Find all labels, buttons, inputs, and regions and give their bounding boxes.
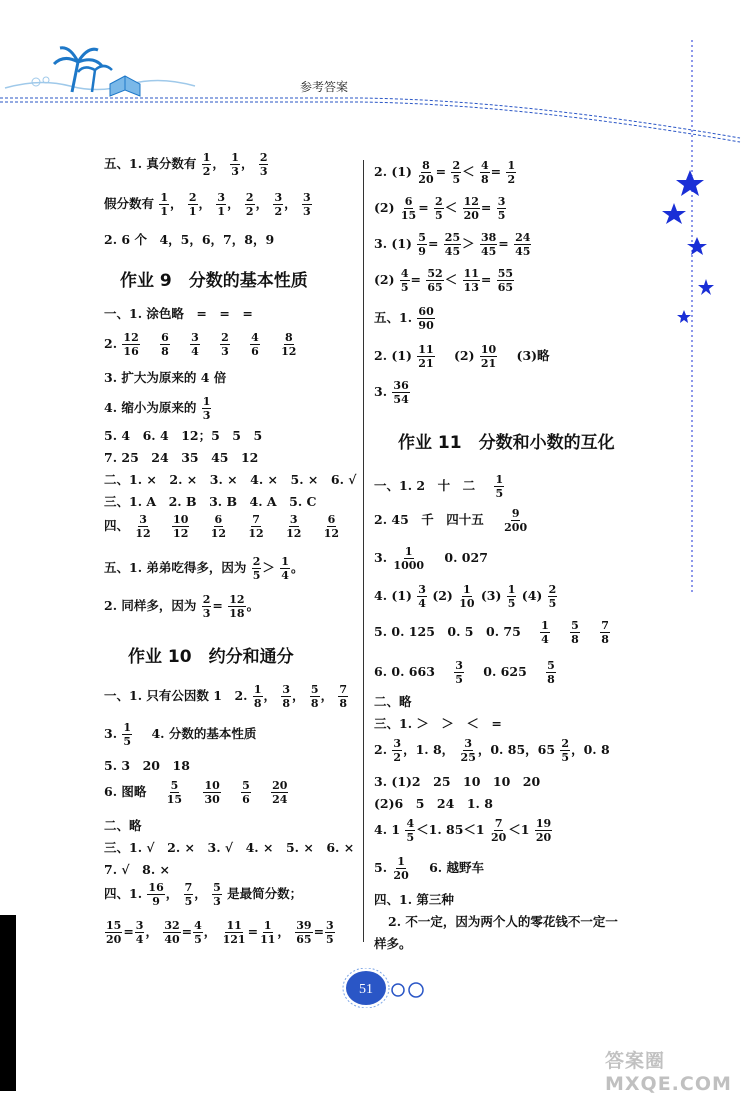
answer-line: 一、1. 涂色略 = = = xyxy=(104,306,253,321)
answer-line: 2. 同样多，因为 $\frac{2}{3}$ = $\frac{12}{18}$ 。 xyxy=(104,593,260,620)
star-icon xyxy=(662,203,686,224)
star-icon xyxy=(676,170,704,196)
answer-line: 二、1. × 2. × 3. × 4. × 5. × 6. √ xyxy=(104,472,357,487)
answer-line: 4. 缩小为原来的 $\frac{1}{3}$ xyxy=(104,395,211,422)
watermark: 答案圈 MXQE.COM xyxy=(605,1050,732,1095)
section-title: 作业 10 约分和通分 xyxy=(128,647,294,667)
answer-line: 一、1. 2 十 二 $\frac{1}{5}$ xyxy=(374,473,504,500)
answer-line: 样多。 xyxy=(374,936,412,951)
answer-line: 四、 $\frac{3}{12}$ $\frac{10}{12}$ $\frac{6}{12}$ $\frac{7}{12}$ $\frac{3}{12}$ $\frac{6}{12}$ xyxy=(104,513,340,540)
answer-line: (2) $\frac{4}{5}$ = $\frac{52}{65}$ ＜ $\frac{11}{13}$ = $\frac{55}{65}$ xyxy=(374,267,514,294)
answer-line: 三、1. ＞ ＞ ＜ = xyxy=(374,716,502,731)
star-icon xyxy=(687,237,707,255)
answer-line: 假分数有 $\frac{1}{1}$ ， $\frac{2}{1}$ ， $\frac{3}{1}$ ， $\frac{2}{2}$ ， $\frac{3}{2}$ ， $\frac{3}{3}$ xyxy=(104,191,311,218)
answer-line: 3. $\frac{1}{5}$ 4. 分数的基本性质 xyxy=(104,721,257,748)
star-icon xyxy=(698,279,714,295)
answer-line: 二、略 xyxy=(374,694,412,709)
answer-line: 7. √ 8. × xyxy=(104,862,170,877)
answer-line: 2. 6 个 4，5，6，7，8，9 xyxy=(104,232,275,247)
answer-line: 4. 1 $\frac{4}{5}$ ＜1. 85＜1 $\frac{7}{20}$ ＜1 $\frac{19}{20}$ xyxy=(374,817,552,844)
answer-line: 2. 45 千 四十五 $\frac{9}{200}$ xyxy=(374,507,528,534)
column-divider xyxy=(363,160,364,942)
answer-line: 一、1. 只有公因数 1 2. $\frac{1}{8}$ ， $\frac{3}{8}$ ， $\frac{5}{8}$ ， $\frac{7}{8}$ xyxy=(104,683,348,710)
answer-line: 5. 4 6. 4 12；5 5 5 xyxy=(104,428,263,443)
section-title: 作业 11 分数和小数的互化 xyxy=(398,433,615,453)
answer-line: 5. 3 20 18 xyxy=(104,758,190,773)
scan-edge-bar xyxy=(0,915,16,1091)
answer-line: 5. $\frac{1}{20}$ 6. 越野车 xyxy=(374,855,484,882)
answer-line: 五、1. 真分数有 $\frac{1}{2}$ ， $\frac{1}{3}$ ， $\frac{2}{3}$ xyxy=(104,151,268,178)
answer-line: 6. 图略 $\frac{5}{15}$ $\frac{10}{30}$ $\frac{5}{6}$ $\frac{20}{24}$ xyxy=(104,779,288,806)
answer-line: 3. (1) $\frac{5}{9}$ = $\frac{25}{45}$ ＞ $\frac{38}{45}$ = $\frac{24}{45}$ xyxy=(374,231,531,258)
page-number: 51 xyxy=(359,982,373,997)
answer-line: 二、略 xyxy=(104,818,142,833)
answer-line: 3. (1)2 25 10 10 20 xyxy=(374,774,541,789)
answer-line: 4. (1) $\frac{3}{4}$ (2) $\frac{1}{10}$ (3) $\frac{1}{5}$ (4) $\frac{2}{5}$ xyxy=(374,583,557,610)
answer-line: $\frac{15}{20}$ = $\frac{3}{4}$ ， $\frac{32}{40}$ = $\frac{4}{5}$ ， $\frac{11}{121}$ = $\frac{1}{11}$ ， $\frac{39}{65}$ = $\frac{3}{5}$ xyxy=(106,919,334,946)
answer-line: 五、1. 弟弟吃得多，因为 $\frac{2}{5}$ ＞ $\frac{1}{4}$ 。 xyxy=(104,555,304,582)
answer-line: 三、1. √ 2. × 3. √ 4. × 5. × 6. × xyxy=(104,840,355,855)
star-icon xyxy=(677,310,691,323)
answer-line: 四、1. 第三种 xyxy=(374,892,454,907)
section-title: 作业 9 分数的基本性质 xyxy=(120,271,308,291)
answer-line: 3. $\frac{36}{54}$ xyxy=(374,379,409,406)
stars-decoration xyxy=(640,40,750,600)
answer-line: 7. 25 24 35 45 12 xyxy=(104,450,259,465)
answer-line: (2)6 5 24 1. 8 xyxy=(374,796,493,811)
answer-line: 五、1. $\frac{60}{90}$ xyxy=(374,305,434,332)
palm-tree-book-logo xyxy=(0,40,200,100)
answer-line: 5. 0. 125 0. 5 0. 75 $\frac{1}{4}$ $\frac{5}{8}$ $\frac{7}{8}$ xyxy=(374,619,609,646)
answer-line: 3. 扩大为原来的 4 倍 xyxy=(104,370,227,385)
answer-line: 3. $\frac{1}{1000}$ 0. 027 xyxy=(374,545,488,572)
header-title: 参考答案 xyxy=(300,80,349,94)
answer-line: (2) $\frac{6}{15}$ = $\frac{2}{5}$ ＜ $\frac{12}{20}$ = $\frac{3}{5}$ xyxy=(374,195,506,222)
answer-line: 2. $\frac{3}{2}$ ，1. 8， $\frac{3}{25}$ ，0. 85，65 $\frac{2}{5}$ ，0. 8 xyxy=(374,737,610,764)
answer-line: 2. 不一定，因为两个人的零花钱不一定一 xyxy=(388,914,618,929)
header-rule xyxy=(0,92,750,152)
answer-line: 四、1. $\frac{16}{9}$ ， $\frac{7}{5}$ ， $\frac{5}{3}$ 是最简分数； xyxy=(104,881,303,908)
answer-line: 2. (1) $\frac{11}{21}$ (2) $\frac{10}{21}$ (3)略 xyxy=(374,343,550,370)
answer-line: 三、1. A 2. B 3. B 4. A 5. C xyxy=(104,494,317,509)
answer-line: 2. $\frac{12}{16}$ $\frac{6}{8}$ $\frac{3}{4}$ $\frac{2}{3}$ $\frac{4}{6}$ $\frac{8}{12}$ xyxy=(104,331,297,358)
answer-line: 2. (1) $\frac{8}{20}$ = $\frac{2}{5}$ ＜ $\frac{4}{8}$ = $\frac{1}{2}$ xyxy=(374,159,516,186)
answer-line: 6. 0. 663 $\frac{3}{5}$ 0. 625 $\frac{5}{8}$ xyxy=(374,659,555,686)
